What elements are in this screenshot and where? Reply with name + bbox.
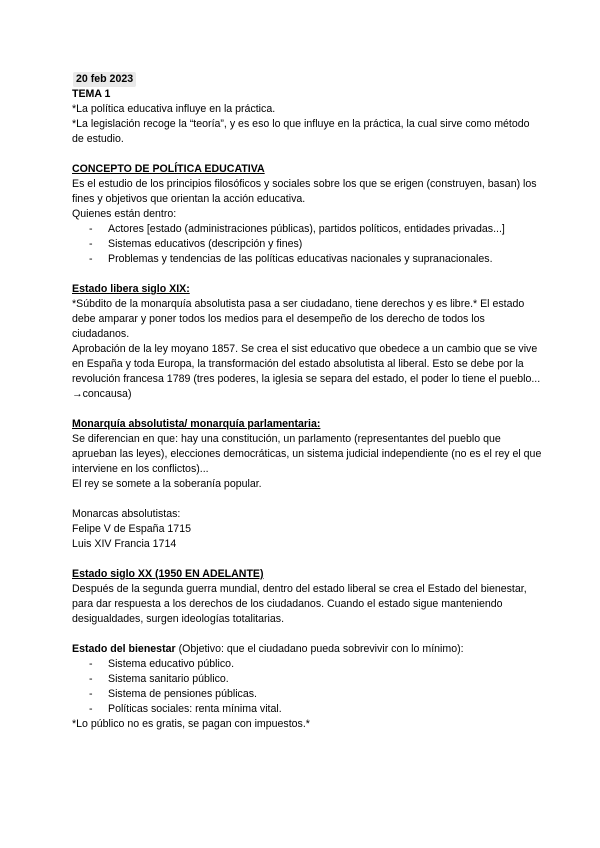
intro-line-1: *La política educativa influye en la práctica. [72,103,276,115]
heading-concepto: CONCEPTO DE POLÍTICA EDUCATIVA [72,163,265,175]
bienestar-title-rest: (Objetivo: que el ciudadano pueda sobrevivir con lo mínimo): [175,643,464,655]
list-item: - Sistema educativo público. [72,657,542,672]
concepto-lead: Quienes están dentro: [72,208,177,220]
heading-estado-xx: Estado siglo XX (1950 EN ADELANTE) [72,568,264,580]
estado-xx-p1: Después de la segunda guerra mundial, dentro del estado liberal se crea el Estado del bienestar, para dar respuesta a los derechos de los ciudadanos. Cuando el estado sigue manteniendo desigualdades, surgen ideologías totalitarias. [72,583,527,625]
list-item: - Actores [estado (administraciones públicas), partidos políticos, entidades privadas...] [72,222,542,237]
heading-estado-xix: Estado libera siglo XIX: [72,283,190,295]
bienestar-title [72,642,542,657]
monarca-2: Luis XIV Francia 1714 [72,538,177,550]
list-item: - Problemas y tendencias de las políticas educativas nacionales y supranacionales. [72,252,542,267]
estado-xix-p2: Aprobación de la ley moyano 1857. Se crea el sist educativo que obedece a un cambio que se vive en España y toda Europa, la transformación del estado absolutista al liberal. Esto se debe por la revolución francesa 1789 (tres poderes, la iglesia se separa del estado, el poder lo tiene el pueblo... →concausa) [72,343,541,400]
monarca-1: Felipe V de España 1715 [72,523,191,535]
date-line [72,72,542,87]
date-label: 20 feb 2023 [73,72,136,87]
bienestar-note: *Lo público no es gratis, se pagan con impuestos.* [72,718,310,730]
concepto-body: Es el estudio de los principios filosóficos y sociales sobre los que se erigen (construyen, basan) los fines y objetivos que orientan la acción educativa. [72,178,537,205]
list-item: - Sistema de pensiones públicas. [72,687,542,702]
list-item: - Políticas sociales: renta mínima vital. [72,702,542,717]
tema-title: TEMA 1 [72,88,111,100]
bienestar-list [72,657,542,717]
intro-line-2: *La legislación recoge la “teoría”, y es eso lo que influye en la práctica, la cual sirve como método de estudio. [72,118,530,145]
monarquia-p1: Se diferencian en que: hay una constitución, un parlamento (representantes del pueblo que aprueban las leyes), elecciones democráticas, un sistema judicial independiente (no es el rey el que interviene en los conflictos)... [72,433,542,475]
concepto-list [72,222,542,267]
estado-xix-p1: *Súbdito de la monarquía absolutista pasa a ser ciudadano, tiene derechos y es libre.* El estado debe amparar y poner todos los medios para el desempeño de los derecho de todos los ciudadanos. [72,298,525,340]
bienestar-title-bold: Estado del bienestar [72,643,176,655]
heading-monarquia: Monarquía absolutista/ monarquía parlamentaria: [72,418,321,430]
monarquia-p2: El rey se somete a la soberanía popular. [72,478,262,490]
list-item: - Sistema sanitario público. [72,672,542,687]
list-item: - Sistemas educativos (descripción y fines) [72,237,542,252]
document-page [72,72,542,732]
monarcas-label: Monarcas absolutistas: [72,508,181,520]
